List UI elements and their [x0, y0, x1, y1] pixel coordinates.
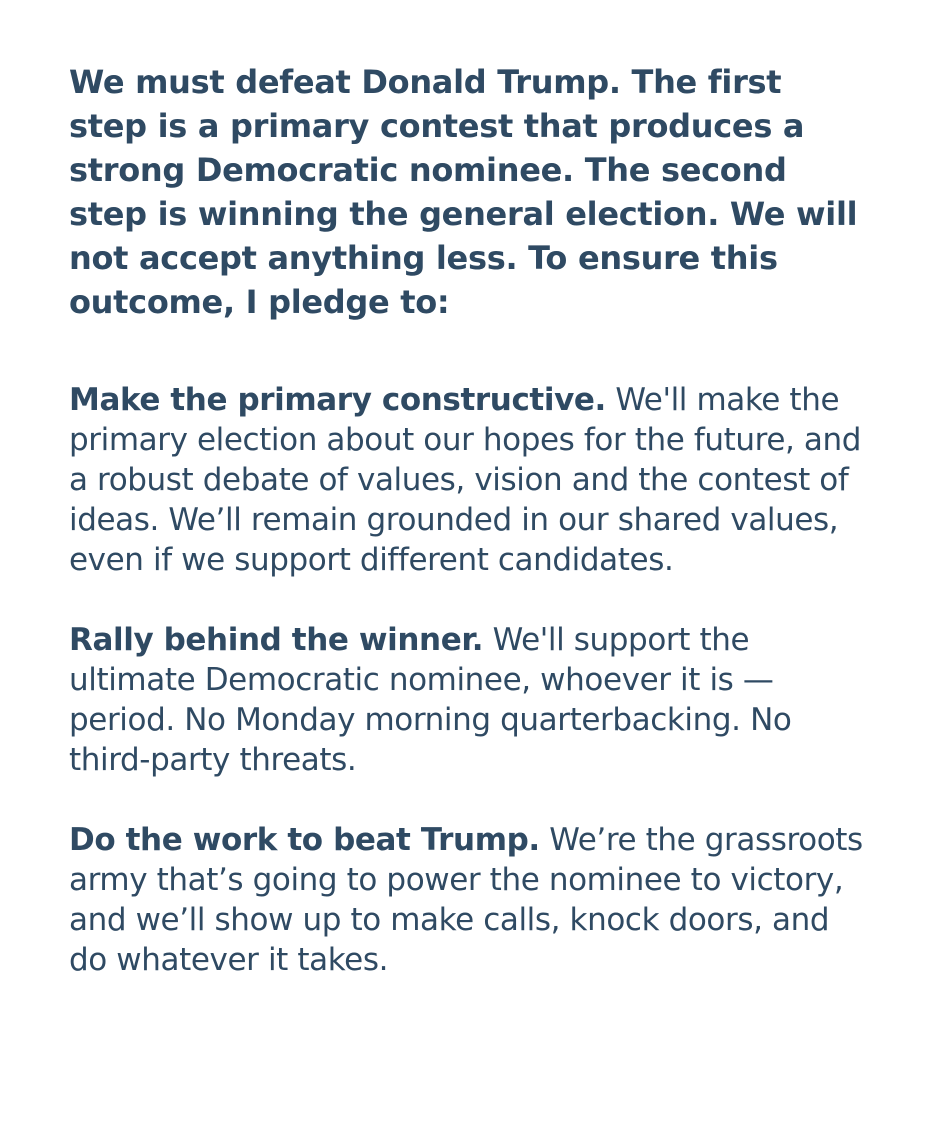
pledge-item-rally — [69, 620, 869, 780]
intro-statement: We must defeat Donald Trump. The first step is a primary contest that produces a strong Democratic nominee. The second step is winning the general election. We will not accept anything less. To ensure this outcome, I pledge to: — [69, 63, 858, 321]
pledge-body: We’re the grassroots army that’s going to power the nominee to victory, and we’ll show up to make calls, knock doors, and do whatever it takes. — [69, 822, 863, 978]
pledge-item-constructive — [69, 380, 869, 580]
pledge-heading: Make the primary constructive. — [69, 382, 606, 418]
pledge-heading: Rally behind the winner. — [69, 622, 484, 658]
pledge-body: We'll support the ultimate Democratic nominee, whoever it is — period. No Monday morning quarterbacking. No third-party threats. — [69, 622, 792, 778]
pledge-body: We'll make the primary election about our hopes for the future, and a robust debate of values, vision and the contest of ideas. We’ll remain grounded in our shared values, even if we support different candidates. — [69, 382, 862, 578]
pledge-heading: Do the work to beat Trump. — [69, 822, 540, 858]
pledge-document — [69, 60, 869, 1020]
pledge-item-work — [69, 820, 869, 980]
